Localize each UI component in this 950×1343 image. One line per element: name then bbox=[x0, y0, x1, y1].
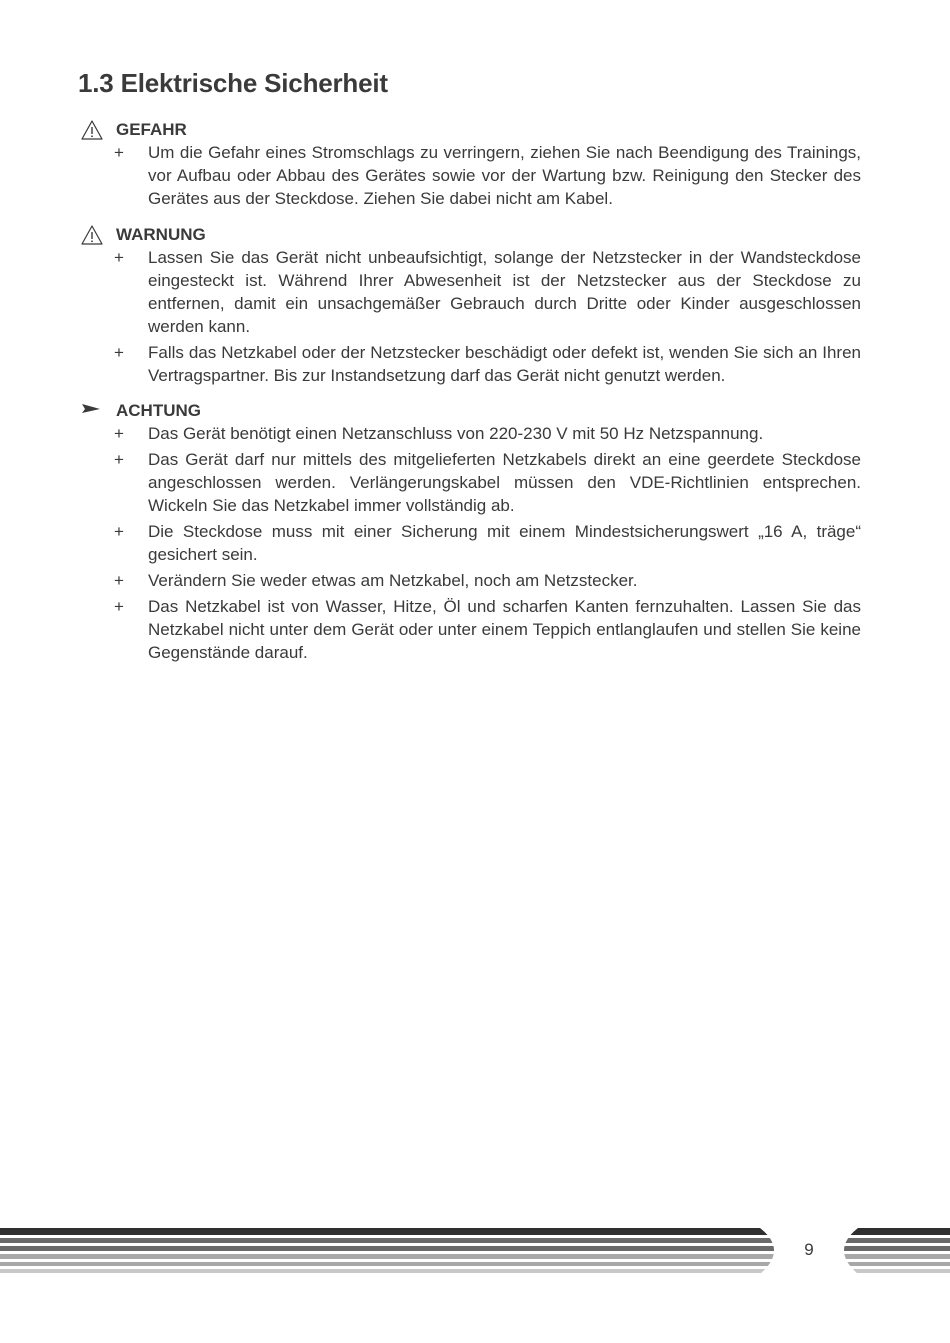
warning-triangle-icon bbox=[80, 119, 104, 141]
bullet-marker: + bbox=[114, 571, 124, 590]
section-warnung bbox=[80, 224, 861, 390]
section-label: GEFAHR bbox=[116, 120, 187, 139]
list-item bbox=[80, 341, 861, 387]
list-item-text: Lassen Sie das Gerät nicht unbeaufsichtigt, solange der Netzstecker in der Wandsteckdose eingesteckt ist. Während Ihrer Abwesenheit ist der Netzstecker aus der Steckdose zu entfernen, damit ein unsachgemäßer Gebrauch durch Dritte oder Kinder ausgeschlossen werden kann. bbox=[148, 248, 861, 336]
arrow-pointer-icon bbox=[80, 400, 104, 422]
section-header bbox=[80, 224, 861, 246]
bullet-marker: + bbox=[114, 248, 124, 267]
section-label: ACHTUNG bbox=[116, 401, 201, 420]
section-label: WARNUNG bbox=[116, 225, 206, 244]
list-item bbox=[80, 246, 861, 338]
page-number: 9 bbox=[804, 1240, 814, 1259]
list-item bbox=[80, 595, 861, 664]
list-item bbox=[80, 422, 861, 445]
list-item-text: Um die Gefahr eines Stromschlags zu verringern, ziehen Sie nach Beendigung des Trainings, vor Aufbau oder Abbau des Gerätes sowie vor der Wartung bzw. Reinigung den Stecker des Gerätes aus der Steckdose. Ziehen Sie dabei nicht am Kabel. bbox=[148, 143, 861, 208]
list-item-text: Falls das Netzkabel oder der Netzstecker beschädigt oder defekt ist, wenden Sie sich an Ihren Vertragspartner. Bis zur Instandsetzung darf das Gerät nicht genutzt werden. bbox=[148, 343, 861, 385]
list-item bbox=[80, 520, 861, 566]
bullet-marker: + bbox=[114, 424, 124, 443]
section-gefahr bbox=[80, 119, 861, 213]
list-item-text: Das Gerät darf nur mittels des mitgelieferten Netzkabels direkt an eine geerdete Steckdose angeschlossen werden. Verlängerungskabel müssen den VDE-Richtlinien entsprechen. Wickeln Sie das Netzkabel immer vollständig ab. bbox=[148, 450, 861, 515]
list-item bbox=[80, 448, 861, 517]
list-item-text: Das Gerät benötigt einen Netzanschluss von 220-230 V mit 50 Hz Netzspannung. bbox=[148, 424, 764, 443]
page-title: 1.3 Elektrische Sicherheit bbox=[78, 68, 388, 98]
section-header bbox=[80, 400, 861, 422]
section-achtung bbox=[80, 400, 861, 667]
warning-triangle-icon bbox=[80, 224, 104, 246]
list-item bbox=[80, 569, 861, 592]
bullet-marker: + bbox=[114, 143, 124, 162]
list-item-text: Das Netzkabel ist von Wasser, Hitze, Öl und scharfen Kanten fernzuhalten. Lassen Sie das Netzkabel nicht unter dem Gerät oder unter einem Teppich entlanglaufen und stellen Sie keine Gegenstände darauf. bbox=[148, 597, 861, 662]
list-item bbox=[80, 141, 861, 210]
list-item-text: Die Steckdose muss mit einer Sicherung mit einem Mindestsicherungswert „16 A, träge“ gesichert sein. bbox=[148, 522, 861, 564]
bullet-marker: + bbox=[114, 597, 124, 616]
bullet-marker: + bbox=[114, 450, 124, 469]
bullet-marker: + bbox=[114, 522, 124, 541]
bullet-marker: + bbox=[114, 343, 124, 362]
list-item-text: Verändern Sie weder etwas am Netzkabel, noch am Netzstecker. bbox=[148, 571, 638, 590]
section-header bbox=[80, 119, 861, 141]
